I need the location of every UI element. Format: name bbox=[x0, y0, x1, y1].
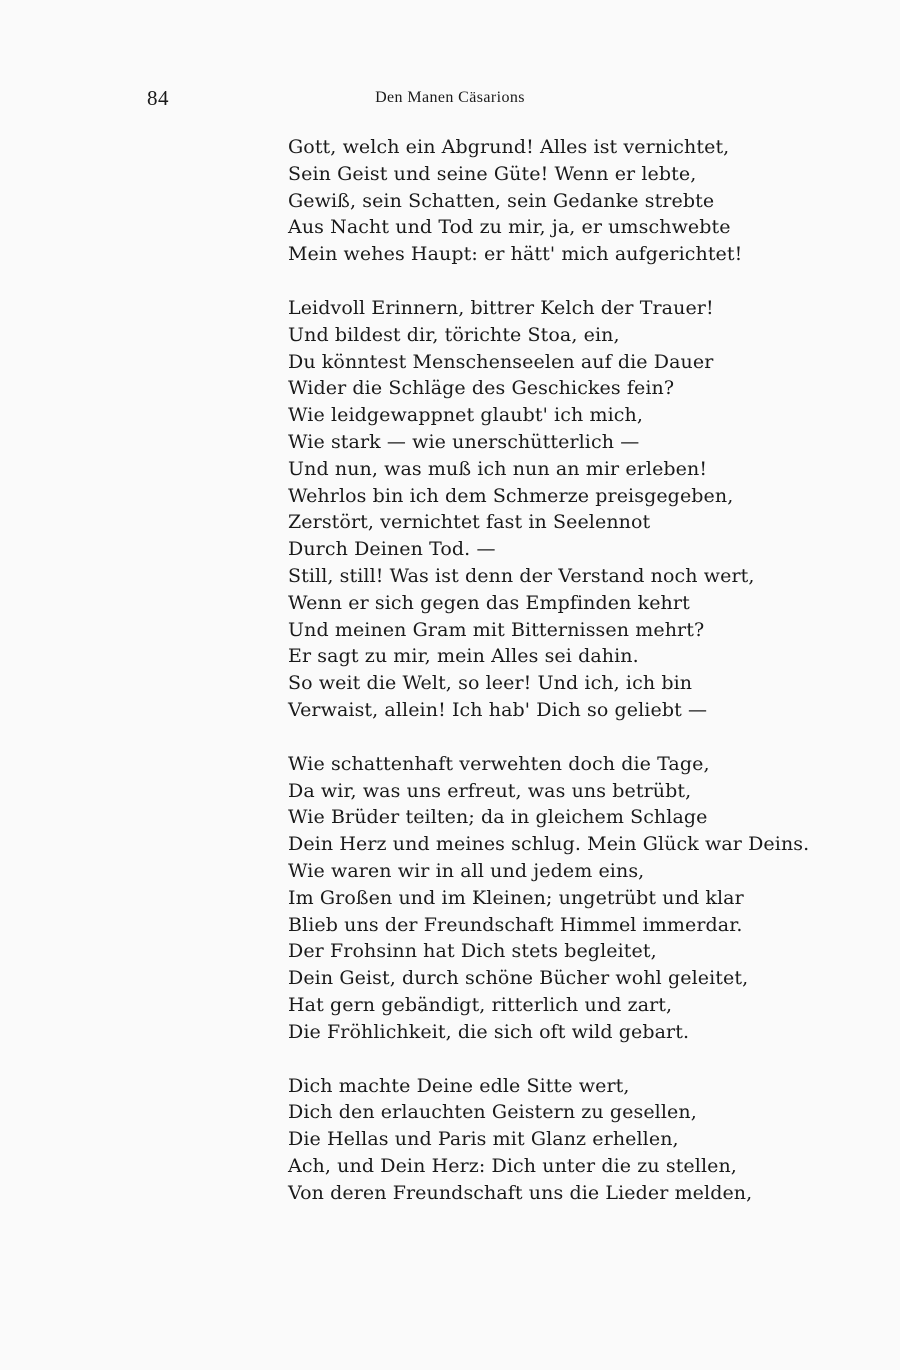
poem-line: Wehrlos bin ich dem Schmerze preisgegeben, bbox=[288, 484, 734, 507]
poem-line: Und nun, was muß ich nun an mir erleben! bbox=[288, 457, 708, 480]
poem-body bbox=[288, 134, 848, 1233]
poem-line: So weit die Welt, so leer! Und ich, ich bin bbox=[288, 672, 693, 695]
poem-line: Dein Herz und meines schlug. Mein Glück war Deins. bbox=[288, 833, 810, 856]
poem-line: Von deren Freundschaft uns die Lieder melden, bbox=[288, 1181, 753, 1204]
stanza-3 bbox=[288, 751, 848, 1046]
poem-line: Wenn er sich gegen das Empfinden kehrt bbox=[288, 591, 690, 614]
poem-line: Wie waren wir in all und jedem eins, bbox=[288, 859, 645, 882]
poem-line: Wie schattenhaft verwehten doch die Tage, bbox=[288, 752, 710, 775]
poem-line: Wider die Schläge des Geschickes fein? bbox=[288, 377, 675, 400]
poem-line: Zerstört, vernichtet fast in Seelennot bbox=[288, 511, 651, 534]
poem-line: Dich machte Deine edle Sitte wert, bbox=[288, 1074, 630, 1097]
poem-line: Wie Brüder teilten; da in gleichem Schlage bbox=[288, 806, 708, 829]
poem-line: Ach, und Dein Herz: Dich unter die zu stellen, bbox=[288, 1154, 737, 1177]
poem-line: Du könntest Menschenseelen auf die Dauer bbox=[288, 350, 714, 373]
page-number: 84 bbox=[147, 86, 169, 110]
poem-line: Gewiß, sein Schatten, sein Gedanke strebte bbox=[288, 189, 715, 212]
poem-line: Da wir, was uns erfreut, was uns betrübt, bbox=[288, 779, 692, 802]
poem-line: Hat gern gebändigt, ritterlich und zart, bbox=[288, 993, 673, 1016]
poem-line: Er sagt zu mir, mein Alles sei dahin. bbox=[288, 645, 639, 668]
stanza-1 bbox=[288, 134, 848, 268]
poem-line: Verwaist, allein! Ich hab' Dich so geliebt — bbox=[288, 698, 708, 721]
poem-line: Wie stark — wie unerschütterlich — bbox=[288, 430, 640, 453]
poem-line: Durch Deinen Tod. — bbox=[288, 538, 496, 561]
poem-line: Dein Geist, durch schöne Bücher wohl geleitet, bbox=[288, 967, 749, 990]
stanza-2 bbox=[288, 295, 848, 724]
poem-line: Blieb uns der Freundschaft Himmel immerdar. bbox=[288, 913, 743, 936]
poem-line: Sein Geist und seine Güte! Wenn er lebte, bbox=[288, 162, 697, 185]
poem-line: Still, still! Was ist denn der Verstand noch wert, bbox=[288, 564, 755, 587]
poem-line: Wie leidgewappnet glaubt' ich mich, bbox=[288, 404, 643, 427]
poem-line: Und meinen Gram mit Bitternissen mehrt? bbox=[288, 618, 705, 641]
poem-line: Die Hellas und Paris mit Glanz erhellen, bbox=[288, 1128, 679, 1151]
poem-line: Mein wehes Haupt: er hätt' mich aufgerichtet! bbox=[288, 243, 743, 266]
running-title: Den Manen Cäsarions bbox=[375, 89, 525, 106]
stanza-4 bbox=[288, 1073, 848, 1207]
poem-line: Leidvoll Erinnern, bittrer Kelch der Trauer! bbox=[288, 296, 714, 319]
poem-line: Und bildest dir, törichte Stoa, ein, bbox=[288, 323, 620, 346]
poem-line: Dich den erlauchten Geistern zu gesellen, bbox=[288, 1101, 697, 1124]
poem-line: Der Frohsinn hat Dich stets begleitet, bbox=[288, 940, 657, 963]
poem-line: Aus Nacht und Tod zu mir, ja, er umschwebte bbox=[288, 216, 731, 239]
poem-line: Die Fröhlichkeit, die sich oft wild gebart. bbox=[288, 1020, 690, 1043]
poem-line: Im Großen und im Kleinen; ungetrübt und klar bbox=[288, 886, 744, 909]
poem-line: Gott, welch ein Abgrund! Alles ist vernichtet, bbox=[288, 136, 730, 158]
